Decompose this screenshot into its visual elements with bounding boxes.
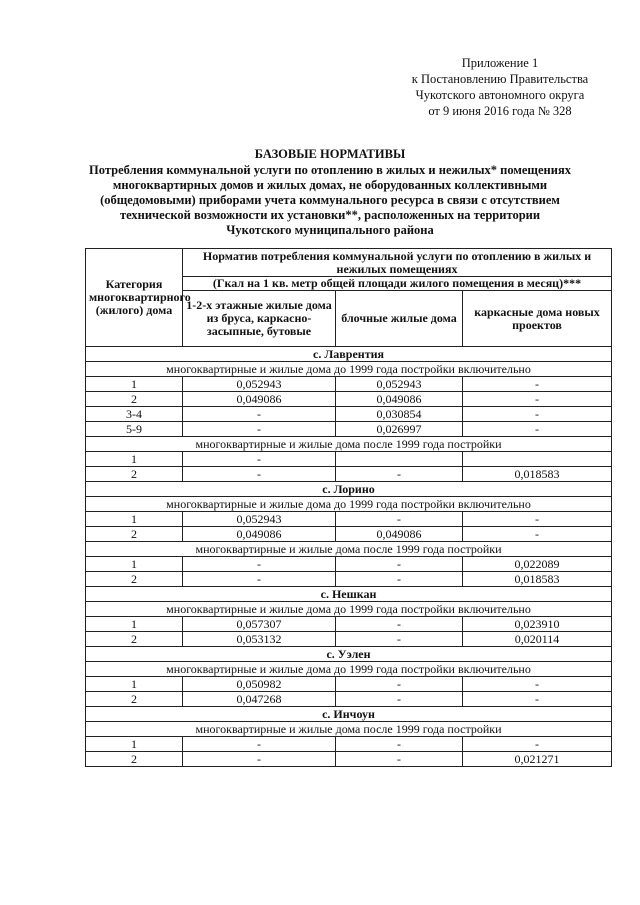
floors-cell: 2	[86, 632, 183, 647]
subtitle-line: (общедомовыми) приборами учета коммунального ресурса в связи с отсутствием	[100, 193, 560, 207]
settlement-name: с. Лаврентия	[86, 347, 612, 362]
floors-cell: 2	[86, 467, 183, 482]
block-value-cell: 0,030854	[336, 407, 463, 422]
table-row	[86, 737, 612, 752]
table-row	[86, 527, 612, 542]
period-label: многоквартирные и жилые дома до 1999 года постройки включительно	[86, 602, 612, 617]
period-row	[86, 662, 612, 677]
settlement-name: с. Нешкан	[86, 587, 612, 602]
floors-cell: 2	[86, 752, 183, 767]
frame-value-cell: -	[463, 692, 612, 707]
floors-cell: 5-9	[86, 422, 183, 437]
timber-value-cell: -	[183, 557, 336, 572]
frame-value-cell: -	[463, 677, 612, 692]
table-row	[86, 452, 612, 467]
floors-cell: 2	[86, 692, 183, 707]
frame-value-cell: -	[463, 527, 612, 542]
table-row	[86, 392, 612, 407]
frame-value-cell: -	[463, 407, 612, 422]
appendix-line: от 9 июня 2016 года № 328	[428, 104, 572, 118]
appendix-line: Приложение 1	[461, 56, 539, 70]
frame-value-cell: -	[463, 377, 612, 392]
floors-cell: 2	[86, 527, 183, 542]
period-label: многоквартирные и жилые дома после 1999 года постройки	[86, 437, 612, 452]
period-row	[86, 602, 612, 617]
table-row	[86, 677, 612, 692]
document-title: БАЗОВЫЕ НОРМАТИВЫ	[254, 147, 406, 161]
subtitle-line: Потребления коммунальной услуги по отоплению в жилых и нежилых* помещениях	[89, 163, 571, 177]
timber-value-cell: 0,057307	[183, 617, 336, 632]
table-row	[86, 572, 612, 587]
table-row	[86, 692, 612, 707]
table-row	[86, 557, 612, 572]
block-value-cell: 0,052943	[336, 377, 463, 392]
block-value-cell: -	[336, 737, 463, 752]
timber-value-cell: -	[183, 752, 336, 767]
timber-value-cell: -	[183, 452, 336, 467]
floors-cell: 1	[86, 677, 183, 692]
table-row	[86, 407, 612, 422]
period-row	[86, 722, 612, 737]
block-value-cell: 0,049086	[336, 392, 463, 407]
frame-value-cell: 0,018583	[463, 572, 612, 587]
block-value-cell: -	[336, 467, 463, 482]
frame-value-cell: -	[463, 737, 612, 752]
settlement-row	[86, 482, 612, 497]
timber-value-cell: 0,050982	[183, 677, 336, 692]
table-row	[86, 752, 612, 767]
timber-value-cell: -	[183, 407, 336, 422]
timber-value-cell: -	[183, 422, 336, 437]
settlement-name: с. Инчоун	[86, 707, 612, 722]
frame-value-cell: 0,023910	[463, 617, 612, 632]
settlement-name: с. Уэлен	[86, 647, 612, 662]
subtitle-line: многоквартирных домов и жилых домах, не оборудованных коллективными	[112, 178, 548, 192]
block-value-cell: -	[336, 677, 463, 692]
frame-value-cell: -	[463, 422, 612, 437]
settlement-row	[86, 347, 612, 362]
block-value-cell: -	[336, 512, 463, 527]
period-row	[86, 542, 612, 557]
block-value-cell: -	[336, 752, 463, 767]
block-value-cell: -	[336, 557, 463, 572]
timber-value-cell: -	[183, 737, 336, 752]
norm-header: Норматив потребления коммунальной услуги по отоплению в жилых и нежилых помещениях	[183, 249, 612, 277]
settlement-row	[86, 587, 612, 602]
period-label: многоквартирные и жилые дома после 1999 года постройки	[86, 722, 612, 737]
block-value-cell: -	[336, 572, 463, 587]
appendix-line: Чукотского автономного округа	[415, 88, 585, 102]
frame-value-cell: -	[463, 512, 612, 527]
settlement-row	[86, 707, 612, 722]
block-value-cell: -	[336, 617, 463, 632]
frame-value-cell	[463, 452, 612, 467]
frame-value-cell: 0,022089	[463, 557, 612, 572]
period-label: многоквартирные и жилые дома после 1999 года постройки	[86, 542, 612, 557]
frame-value-cell: -	[463, 392, 612, 407]
period-row	[86, 437, 612, 452]
timber-value-cell: -	[183, 467, 336, 482]
column-header-block: блочные жилые дома	[336, 291, 463, 347]
block-value-cell: 0,026997	[336, 422, 463, 437]
settlement-name: с. Лорино	[86, 482, 612, 497]
table-row	[86, 617, 612, 632]
floors-cell: 2	[86, 392, 183, 407]
block-value-cell: -	[336, 632, 463, 647]
block-value-cell: 0,049086	[336, 527, 463, 542]
period-row	[86, 497, 612, 512]
floors-cell: 1	[86, 557, 183, 572]
block-value-cell	[336, 452, 463, 467]
appendix-block	[380, 55, 620, 119]
floors-cell: 3-4	[86, 407, 183, 422]
timber-value-cell: 0,052943	[183, 377, 336, 392]
floors-cell: 1	[86, 737, 183, 752]
frame-value-cell: 0,018583	[463, 467, 612, 482]
floors-cell: 2	[86, 572, 183, 587]
timber-value-cell: 0,052943	[183, 512, 336, 527]
settlement-row	[86, 647, 612, 662]
period-label: многоквартирные и жилые дома до 1999 года постройки включительно	[86, 362, 612, 377]
timber-value-cell: 0,049086	[183, 392, 336, 407]
period-row	[86, 362, 612, 377]
document-subtitle	[70, 163, 590, 238]
block-value-cell: -	[336, 692, 463, 707]
subtitle-line: Чукотского муниципального района	[226, 223, 434, 237]
timber-value-cell: -	[183, 572, 336, 587]
frame-value-cell: 0,020114	[463, 632, 612, 647]
column-header-frame: каркасные дома новых проектов	[463, 291, 612, 347]
table-row	[86, 512, 612, 527]
table-row	[86, 422, 612, 437]
column-header-timber: 1-2-х этажные жилые дома из бруса, каркасно-засыпные, бутовые	[183, 291, 336, 347]
timber-value-cell: 0,053132	[183, 632, 336, 647]
timber-value-cell: 0,047268	[183, 692, 336, 707]
period-label: многоквартирные и жилые дома до 1999 года постройки включительно	[86, 662, 612, 677]
appendix-line: к Постановлению Правительства	[411, 72, 589, 86]
timber-value-cell: 0,049086	[183, 527, 336, 542]
floors-cell: 1	[86, 512, 183, 527]
period-label: многоквартирные и жилые дома до 1999 года постройки включительно	[86, 497, 612, 512]
floors-cell: 1	[86, 617, 183, 632]
category-header: Категория многоквартирного (жилого) дома	[86, 249, 183, 347]
floors-cell: 1	[86, 377, 183, 392]
table-row	[86, 632, 612, 647]
floors-cell: 1	[86, 452, 183, 467]
unit-header: (Гкал на 1 кв. метр общей площади жилого помещения в месяц)***	[183, 277, 612, 291]
table-row	[86, 467, 612, 482]
norms-table	[85, 248, 612, 767]
table-row	[86, 377, 612, 392]
subtitle-line: технической возможности их установки**, расположенных на территории	[119, 208, 541, 222]
frame-value-cell: 0,021271	[463, 752, 612, 767]
